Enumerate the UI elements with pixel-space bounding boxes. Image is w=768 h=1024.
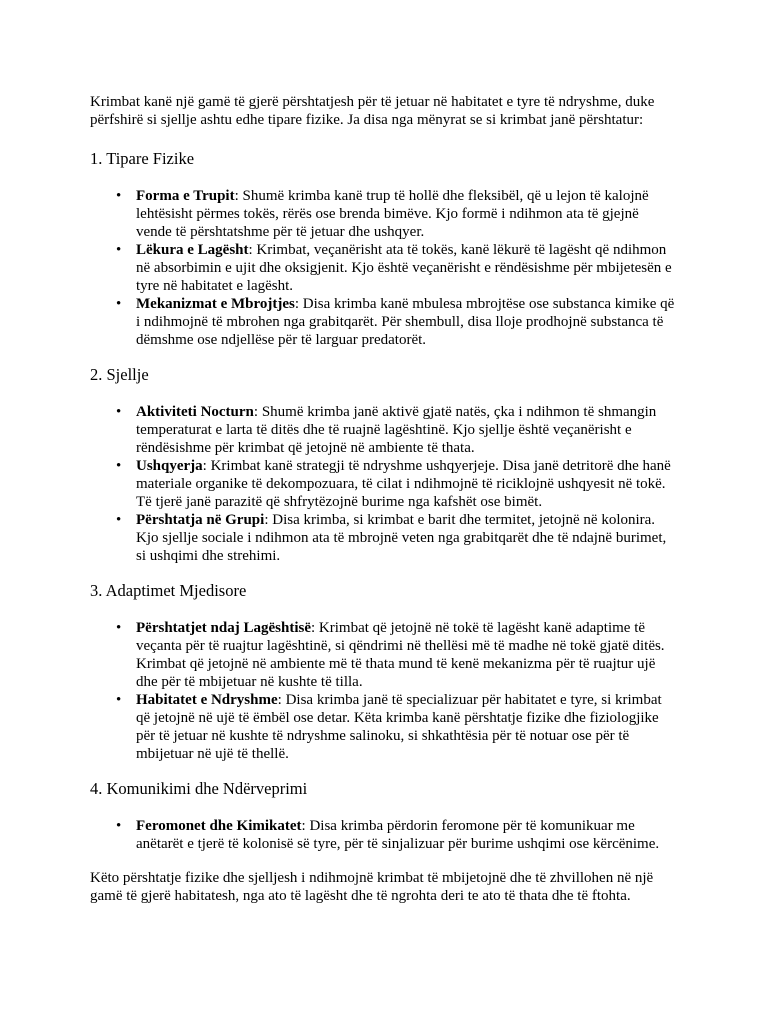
item-text: : Disa krimba, si krimbat e barit dhe termitet, jetojnë në kolonira. Kjo sjellje sociale i ndihmon ata të mbrojnë veten nga grabitqarët dhe të ndajnë burimet, si ushqimi dhe strehimi. (136, 512, 667, 564)
section-list-physical-traits (90, 187, 678, 349)
item-text: : Shumë krimba janë aktivë gjatë natës, çka i ndihmon të shmangin temperaturat e larta të ditës dhe të ruajnë lagështinë. Kjo sjellje është veçanërisht e rëndësishme për krimbat që jetojnë në ambiente të thata. (136, 404, 657, 456)
list-item (116, 187, 678, 241)
item-term: Ushqyerja (136, 458, 203, 474)
section-heading-communication: 4. Komunikimi dhe Ndërveprimi (90, 779, 308, 798)
bullet-icon: • (116, 404, 122, 420)
item-text: : Disa krimba kanë mbulesa mbrojtëse ose substanca kimike që i ndihmojnë të mbrohen nga grabitqarët. Për shembull, disa lloje prodhojnë substanca të dëmshme ose ndjellëse për të larguar predatorët. (136, 296, 675, 348)
item-text: : Shumë krimba kanë trup të hollë dhe fleksibël, që u lejon të kalojnë lehtësisht përmes tokës, rërës ose brenda bimëve. Kjo formë i ndihmon ata të gjejnë vende të përshtatshme për të jetuar dhe ushqyer. (136, 188, 649, 240)
item-term: Aktiviteti Nocturn (136, 404, 254, 420)
bullet-icon: • (116, 296, 122, 312)
list-item (116, 457, 678, 511)
section-list-behavior (90, 403, 678, 565)
section-heading-behavior: 2. Sjellje (90, 365, 149, 384)
item-text: : Krimbat, veçanërisht ata të tokës, kanë lëkurë të lagësht që ndihmon në absorbimin e ujit dhe oksigjenit. Kjo është veçanërisht e rëndësishme për mbijetesën e tyre në habitatet e lagësht. (136, 242, 672, 294)
item-term: Feromonet dhe Kimikatet (136, 818, 302, 834)
item-text: : Krimbat që jetojnë në tokë të lagësht kanë adaptime të veçanta për të ruajtur lagështinë, si qëndrimi në thellësi më të madhe në tokë gjatë ditës. Krimbat që jetojnë në ambiente më të thata mund të kenë mekanizma për të ruajtur ujë dhe për të mbijetuar në kushte të tilla. (136, 620, 665, 690)
bullet-icon: • (116, 242, 122, 258)
item-term: Lëkura e Lagësht (136, 242, 249, 258)
list-item (116, 691, 678, 763)
item-term: Habitatet e Ndryshme (136, 692, 278, 708)
item-term: Përshtatja në Grupi (136, 512, 265, 528)
bullet-icon: • (116, 512, 122, 528)
intro-paragraph: Krimbat kanë një gamë të gjerë përshtatjesh për të jetuar në habitatet e tyre të ndryshme, duke përfshirë si sjellje ashtu edhe tipare fizike. Ja disa nga mënyrat se si krimbat janë përshtatur: (90, 94, 655, 128)
section-heading-environmental-adaptations: 3. Adaptimet Mjedisore (90, 581, 247, 600)
item-term: Forma e Trupit (136, 188, 235, 204)
bullet-icon: • (116, 188, 122, 204)
section-heading-physical-traits: 1. Tipare Fizike (90, 149, 195, 168)
item-term: Mekanizmat e Mbrojtjes (136, 296, 295, 312)
list-item (116, 511, 678, 565)
item-text: : Disa krimba janë të specializuar për habitatet e tyre, si krimbat që jetojnë në ujë të ëmbël ose detar. Këta krimba kanë përshtatje fizike dhe fiziologjike për të jetuar në kushte të ndryshme salinoku, si shkathtësia për të notuar ose për të mbijetuar në ujë të thellë. (136, 692, 662, 762)
bullet-icon: • (116, 620, 122, 636)
section-list-environmental-adaptations (90, 619, 678, 763)
conclusion-paragraph: Këto përshtatje fizike dhe sjelljesh i ndihmojnë krimbat të mbijetojnë dhe të zhvillohen në një gamë të gjerë habitatesh, nga ato të lagësht dhe të ngrohta deri te ato të thata dhe të ftohta. (90, 870, 654, 904)
item-text: : Disa krimba përdorin feromone për të komunikuar me anëtarët e tjerë të kolonisë së tyre, për të sinjalizuar për burime ushqimi ose kërcënime. (136, 818, 660, 852)
list-item (116, 241, 678, 295)
list-item (116, 295, 678, 349)
list-item (116, 619, 678, 691)
item-term: Përshtatjet ndaj Lagështisë (136, 620, 311, 636)
list-item (116, 817, 678, 853)
bullet-icon: • (116, 458, 122, 474)
bullet-icon: • (116, 818, 122, 834)
bullet-icon: • (116, 692, 122, 708)
item-text: : Krimbat kanë strategji të ndryshme ushqyerjeje. Disa janë detritorë dhe hanë materiale organike të dekompozuara, të cilat i ndihmojnë të riciklojnë ushqyesit në tokë. Të tjerë janë parazitë që shfrytëzojnë burime nga kafshët ose bimët. (136, 458, 671, 510)
list-item (116, 403, 678, 457)
section-list-communication (90, 817, 678, 853)
